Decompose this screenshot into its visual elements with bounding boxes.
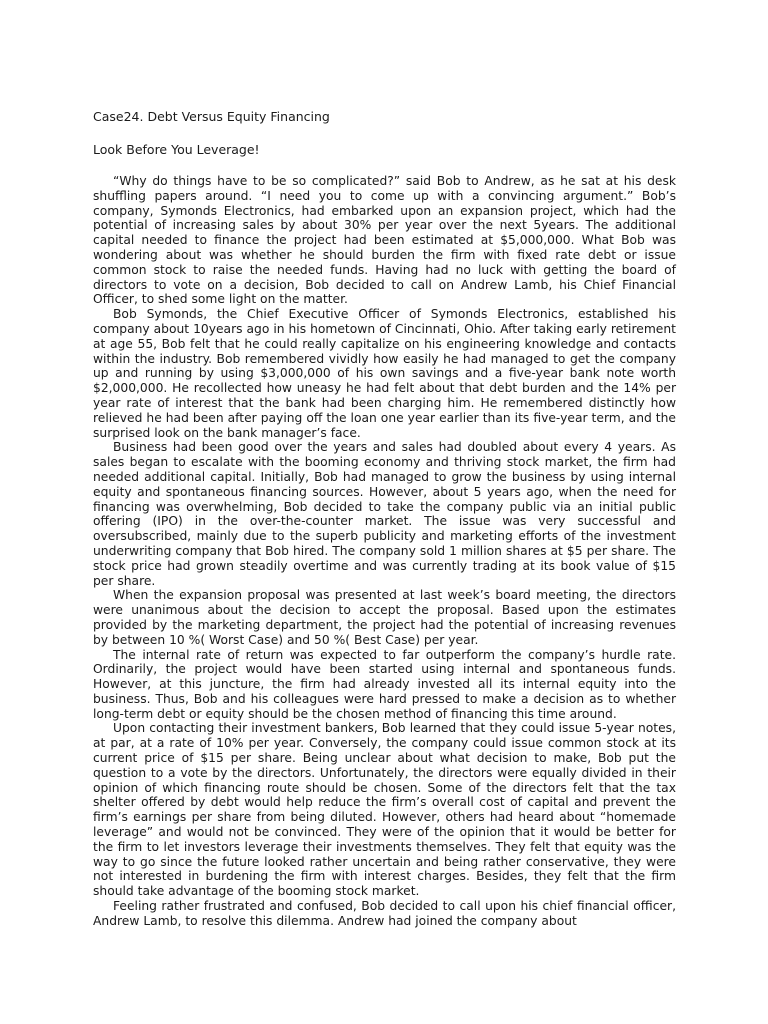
paragraph: “Why do things have to be so complicated?” said Bob to Andrew, as he sat at his desk shuffling papers around. “I need you to come up with a convincing argument.” Bob’s company, Symonds Electronics, had embarked upon an expansion project, which had the potential of increasing sales by about 30% per year over the next 5years. The additional capital needed to finance the project had been estimated at $5,000,000. What Bob was wondering about was whether he should burden the firm with fixed rate debt or issue common stock to raise the needed funds. Having had no luck with getting the board of directors to vote on a decision, Bob decided to call on Andrew Lamb, his Chief Financial Officer, to shed some light on the matter. <box>93 174 676 307</box>
paragraph: Bob Symonds, the Chief Executive Officer of Symonds Electronics, established his company about 10years ago in his hometown of Cincinnati, Ohio. After taking early retirement at age 55, Bob felt that he could really capitalize on his engineering knowledge and contacts within the industry. Bob remembered vividly how easily he had managed to get the company up and running by using $3,000,000 of his own savings and a five-year bank note worth $2,000,000. He recollected how uneasy he had felt about that debt burden and the 14% per year rate of interest that the bank had been charging him. He remembered distinctly how relieved he had been after paying off the loan one year earlier than its five-year term, and the surprised look on the bank manager’s face. <box>93 307 676 440</box>
case-title: Case24. Debt Versus Equity Financing <box>93 109 330 124</box>
paragraph: Upon contacting their investment bankers, Bob learned that they could issue 5-year notes, at par, at a rate of 10% per year. Conversely, the company could issue common stock at its current price of $15 per share. Being unclear about what decision to make, Bob put the question to a vote by the directors. Unfortunately, the directors were equally divided in their opinion of which financing route should be chosen. Some of the directors felt that the tax shelter offered by debt would help reduce the firm’s overall cost of capital and prevent the firm’s earnings per share from being diluted. However, others had heard about “homemade leverage” and would not be convinced. They were of the opinion that it would be better for the firm to let investors leverage their investments themselves. They felt that equity was the way to go since the future looked rather uncertain and being rather conservative, they were not interested in burdening the firm with interest charges. Besides, they felt that the firm should take advantage of the booming stock market. <box>93 721 676 899</box>
paragraph: Feeling rather frustrated and confused, Bob decided to call upon his chief financial officer, Andrew Lamb, to resolve this dilemma. Andrew had joined the company about <box>93 899 676 928</box>
case-subtitle: Look Before You Leverage! <box>93 142 260 157</box>
document-page <box>93 108 676 929</box>
paragraph: When the expansion proposal was presented at last week’s board meeting, the directors were unanimous about the decision to accept the proposal. Based upon the estimates provided by the marketing department, the project had the potential of increasing revenues by between 10 %( Worst Case) and 50 %( Best Case) per year. <box>93 588 676 647</box>
paragraph: Business had been good over the years and sales had doubled about every 4 years. As sales began to escalate with the booming economy and thriving stock market, the firm had needed additional capital. Initially, Bob had managed to grow the business by using internal equity and spontaneous financing sources. However, about 5 years ago, when the need for financing was overwhelming, Bob decided to take the company public via an initial public offering (IPO) in the over-the-counter market. The issue was very successful and oversubscribed, mainly due to the superb publicity and marketing efforts of the investment underwriting company that Bob hired. The company sold 1 million shares at $5 per share. The stock price had grown steadily overtime and was currently trading at its book value of $15 per share. <box>93 440 676 588</box>
body-text <box>93 174 676 929</box>
paragraph: The internal rate of return was expected to far outperform the company’s hurdle rate. Ordinarily, the project would have been started using internal and spontaneous funds. However, at this juncture, the firm had already invested all its internal equity into the business. Thus, Bob and his colleagues were hard pressed to make a decision as to whether long-term debt or equity should be the chosen method of financing this time around. <box>93 647 676 721</box>
